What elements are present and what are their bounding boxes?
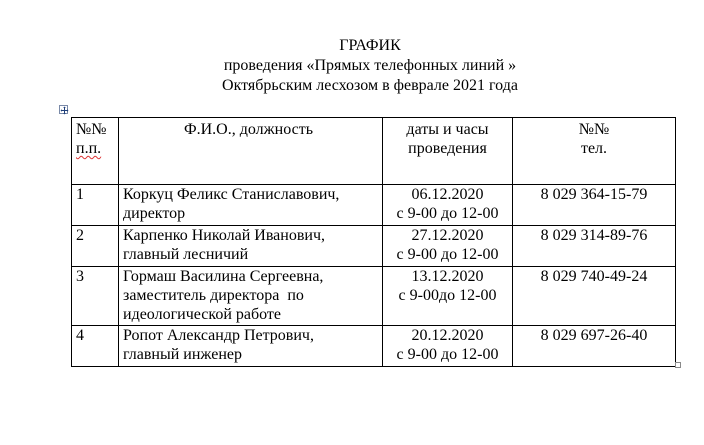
heading-title: ГРАФИК (339, 37, 401, 54)
header-name (119, 118, 383, 185)
person-name: Ропот Александр Петрович, (123, 327, 314, 344)
row-date (383, 326, 513, 367)
header-phone-line: №№ (578, 121, 610, 138)
table-move-handle-icon[interactable] (59, 105, 68, 114)
table-header-row (72, 118, 676, 185)
row-person (119, 267, 383, 326)
table-row (72, 267, 676, 326)
time-range: с 9-00 до 12-00 (396, 205, 499, 222)
row-date (383, 267, 513, 326)
header-date (383, 118, 513, 185)
person-name: Гормаш Василина Сергеевна, (123, 268, 324, 285)
table-row (72, 226, 676, 267)
row-date (383, 185, 513, 226)
row-phone: 8 029 314-89-76 (513, 226, 676, 267)
row-number: 3 (72, 267, 119, 326)
date-value: 27.12.2020 (411, 227, 484, 244)
schedule-table (71, 117, 676, 367)
person-position: главный инженер (123, 346, 242, 363)
person-name: Карпенко Николай Иванович, (123, 227, 325, 244)
person-name: Коркуц Феликс Станиславович, (123, 186, 340, 203)
row-number: 4 (72, 326, 119, 367)
table-resize-handle-icon[interactable] (675, 362, 681, 368)
row-phone: 8 029 697-26-40 (513, 326, 676, 367)
time-range: с 9-00до 12-00 (398, 287, 497, 304)
person-position: директор (123, 205, 186, 222)
header-name-label: Ф.И.О., должность (183, 121, 314, 138)
person-position: идеологической работе (123, 306, 281, 323)
row-person (119, 226, 383, 267)
table-row (72, 185, 676, 226)
heading-subtitle: проведения «Прямых телефонных линий » (223, 57, 517, 74)
header-number-line: №№ (76, 121, 107, 138)
date-value: 13.12.2020 (411, 268, 484, 285)
row-number: 1 (72, 185, 119, 226)
row-date (383, 226, 513, 267)
date-value: 20.12.2020 (411, 327, 484, 344)
date-value: 06.12.2020 (411, 186, 484, 203)
heading-organization: Октябрьским лесхозом в феврале 2021 года (222, 77, 518, 94)
header-phone-line: тел. (580, 140, 608, 157)
time-range: с 9-00 до 12-00 (396, 246, 499, 263)
header-phone (513, 118, 676, 185)
row-phone: 8 029 364-15-79 (513, 185, 676, 226)
table-row (72, 326, 676, 367)
row-person (119, 185, 383, 226)
row-person (119, 326, 383, 367)
header-number (72, 118, 119, 185)
header-date-line: проведения (408, 140, 487, 157)
header-date-line: даты и часы (406, 121, 489, 138)
row-number: 2 (72, 226, 119, 267)
time-range: с 9-00 до 12-00 (396, 346, 499, 363)
person-position: главный лесничий (123, 246, 249, 263)
person-position: заместитель директора по (123, 287, 304, 304)
document-heading (0, 36, 704, 96)
row-phone: 8 029 740-49-24 (513, 267, 676, 326)
header-number-line: п.п. (76, 140, 102, 157)
